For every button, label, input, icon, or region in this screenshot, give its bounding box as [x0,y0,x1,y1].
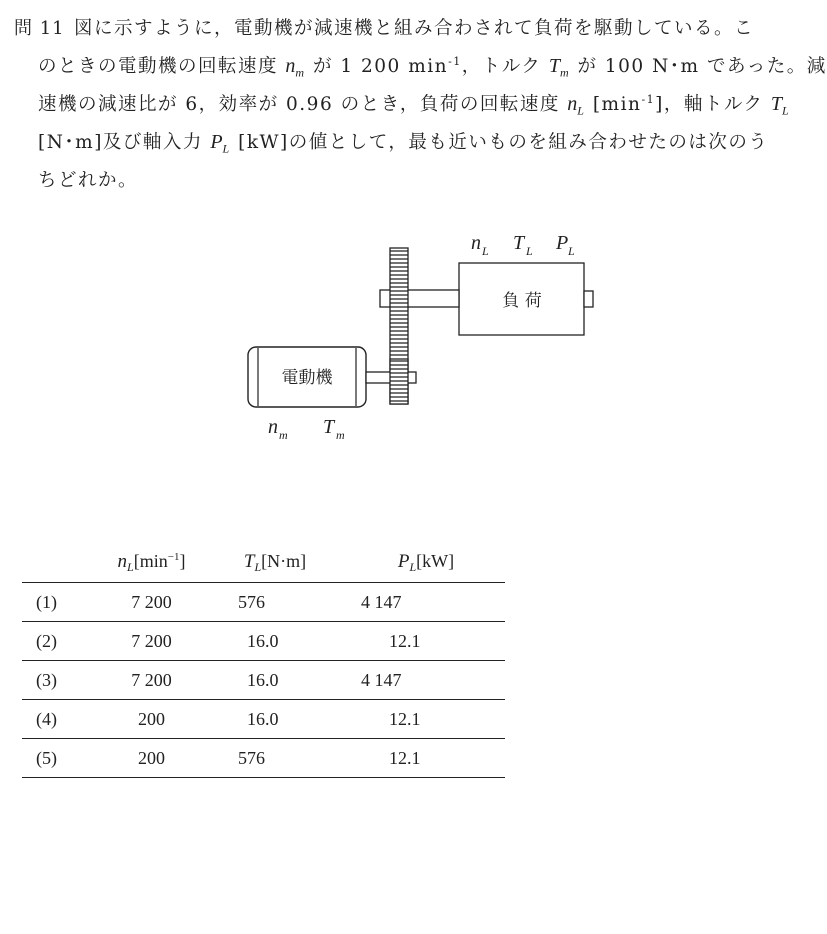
value-nL: 7 200 [100,661,203,700]
superscript: -1 [641,92,656,106]
question-line-1 [74,14,754,40]
question-text: [N･m]及び軸入力 [38,132,203,153]
value-TL: 576 [203,739,347,778]
value-nL: 200 [100,739,203,778]
load-shaft-stub [584,291,593,307]
question-text: ちどれか。 [38,170,139,191]
symbol-sub-m: m [559,65,571,80]
label-sub-L: L [526,244,533,258]
option-label: (3) [22,661,100,700]
table-header-row [22,544,505,583]
header-nL: $n_L[\min^{-1}]$ [100,544,203,583]
label-sub-m: m [279,428,288,442]
option-label: (1) [22,583,100,622]
symbol-T: T [770,93,783,115]
question-text: [min [592,94,642,115]
gear-drive-diagram [0,215,797,455]
question-text: ，トルク [461,56,542,77]
question-text: 図に示すように，電動機が減速機と組み合わされて負荷を駆動している。こ [74,18,755,39]
label-sub-m: m [336,428,345,442]
label-T: T [323,416,335,438]
question-text: 速機の減速比が 6，効率が 0.96 のとき，負荷の回転速度 [38,94,560,115]
label-n: n [268,416,278,438]
question-text: [kW]の値として，最も近いものを組み合わせたのは次のう [238,132,769,153]
symbol-sub-L: L [782,103,791,118]
answer-row [22,661,505,700]
question-line-4 [38,128,768,157]
question-line-5 [38,166,138,192]
question-text: が 100 N･m であった。減 [577,56,827,77]
question-text: のときの電動機の回転速度 [38,56,279,77]
superscript: -1 [448,54,462,68]
value-nL: 7 200 [100,622,203,661]
option-label: (2) [22,622,100,661]
value-TL: 16.0 [203,661,347,700]
question-text: が 1 200 min [312,56,449,77]
question-text: ]，軸トルク [655,94,764,115]
question-line-2 [38,52,827,81]
symbol-P: P [210,131,223,153]
question-number: 問 11 [14,18,65,39]
value-TL: 16.0 [203,622,347,661]
header-PL: $P_L[kW]$ [347,544,505,583]
symbol-sub-L: L [577,103,586,118]
value-PL: 12.1 [347,622,505,661]
label-n: n [471,232,481,254]
label-sub-L: L [568,244,575,258]
header-TL: $T_L[N\cdot m]$ [203,544,347,583]
answer-row [22,700,505,739]
motor-label: 電動機 [281,368,333,388]
symbol-n: n [567,93,578,115]
value-PL: 4 147 [347,583,505,622]
value-nL: 200 [100,700,203,739]
value-TL: 576 [203,583,347,622]
symbol-n: n [285,55,296,77]
label-P: P [556,232,569,254]
value-PL: 12.1 [347,739,505,778]
load-symbols [471,232,575,258]
value-PL: 4 147 [347,661,505,700]
option-label: (4) [22,700,100,739]
label-T: T [513,232,525,254]
symbol-sub-m: m [295,65,306,80]
value-PL: 12.1 [347,700,505,739]
answer-table [22,544,505,778]
symbol-T: T [548,55,560,77]
symbol-sub-L: L [222,141,231,156]
value-TL: 16.0 [203,700,347,739]
question-block [0,0,827,210]
question-line-3 [38,90,790,119]
answer-row [22,583,505,622]
load-label: 負 荷 [502,291,542,311]
option-label: (5) [22,739,100,778]
header-empty [22,544,100,583]
large-gear-teeth [390,251,408,355]
answer-row [22,739,505,778]
label-sub-L: L [482,244,489,258]
answer-row [22,622,505,661]
motor-symbols [268,416,345,442]
value-nL: 7 200 [100,583,203,622]
